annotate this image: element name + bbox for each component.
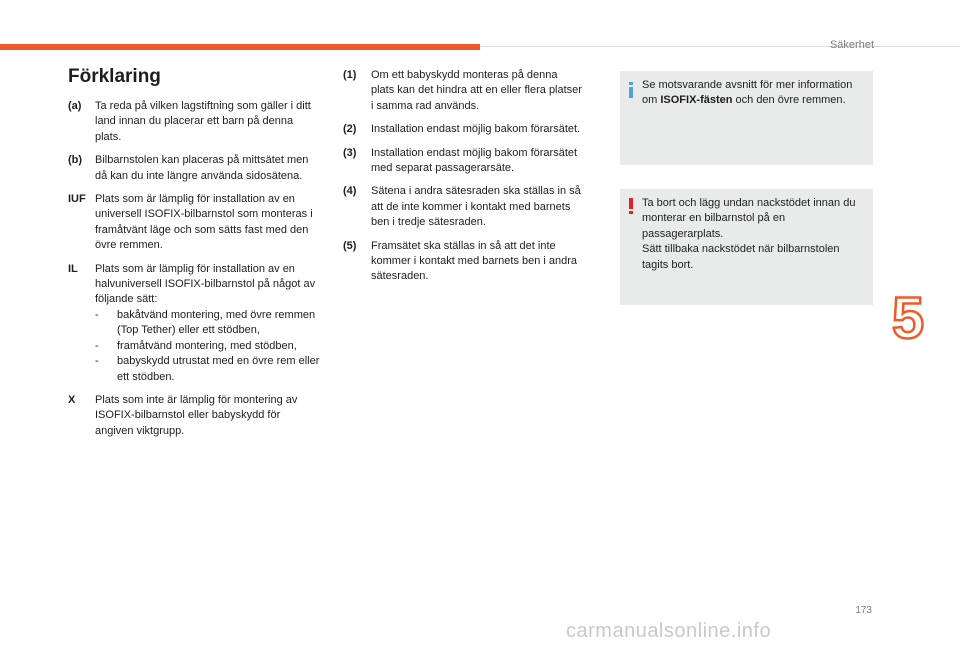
note-entry [343,184,583,230]
legend-entry [68,99,320,145]
legend-code: (a) [68,100,82,112]
warning-box [620,189,873,305]
info-icon [626,82,636,98]
bullet-text: bakåtvänd montering, med övre remmen (Top Tether) eller ett stödben, [117,308,316,337]
note-entry [343,122,583,137]
legend-entry [68,393,320,439]
note-entry [343,146,583,177]
info-box [620,71,873,165]
info-text-start: Se motsvarande avsnitt för mer information om [642,79,853,107]
note-code: (2) [343,123,357,136]
page-title: Förklaring [68,66,161,87]
note-code: (3) [343,146,357,159]
legend-code: IL [68,262,78,275]
legend-entry [68,192,320,254]
legend-text: Plats som är lämplig för installation av en halvuniversell ISOFIX-bilbarnstol på något av följande sätt: [95,262,316,306]
legend-entry [68,153,320,184]
note-entry [343,68,583,114]
info-text-end: och den övre remmen. [732,94,846,107]
note-text: Sätena i andra sätesraden ska ställas in så att de inte kommer i kontakt med barnets ben i tredje sätesraden. [371,185,581,229]
bullet-text: framåtvänd montering, med stödben, [117,339,297,352]
page-number: 173 [855,605,872,616]
legend-code: (b) [68,154,83,167]
note-text: Om ett babyskydd monteras på denna plats kan det hindra att en eller flera platser i samma rad används. [371,69,582,112]
note-text: Installation endast möjlig bakom förarsätet. [371,123,581,136]
exclamation-icon [626,198,636,214]
legend-entry [68,262,320,385]
info-text-bold: ISOFIX-fästen [660,94,733,107]
legend-text: Plats som är lämplig för installation av en universell ISOFIX-bilbarnstol som monteras i framåtvänt läge och som sätts fast med den övre remmen. [95,193,313,252]
legend-code: X [68,393,76,406]
bullet-item: - framåtvänd montering, med stödben, [95,339,320,354]
warning-line: Sätt tillbaka nackstödet när bilbarnstolen tagits bort. [642,243,840,271]
watermark: carmanualsonline.info [566,620,772,642]
header-rule [480,46,960,47]
note-text: Installation endast möjlig bakom förarsätet med separat passagerarsäte. [371,146,578,175]
notes-column [343,68,583,293]
note-text: Framsätet ska ställas in så att det inte kommer i kontakt med barnets ben i andra sätesraden. [371,239,578,283]
legend-text: Bilbarnstolen kan placeras på mittsätet men då kan du inte längre använda sidosätena. [95,154,309,182]
note-code: (5) [343,239,357,252]
chapter-number [880,280,936,358]
legend-text: Plats som inte är lämplig för montering av ISOFIX-bilbarnstol eller babyskydd för angiven viktgrupp. [95,393,298,437]
legend-body [95,262,320,385]
legend-column-left [68,99,320,447]
warning-line: Ta bort och lägg undan nackstödet innan du monterar en bilbarnstol på en passagerarplats. [642,197,856,240]
note-entry [343,239,583,285]
bullet-text: babyskydd utrustat med en övre rem eller ett stödben. [117,355,320,383]
header-accent-bar [0,44,480,50]
info-text [642,78,863,109]
legend-text: Ta reda på vilken lagstiftning som gäller i ditt land innan du placerar ett barn på denna plats. [95,100,311,143]
legend-code: IUF [68,193,86,206]
chapter-number-text: 5 [891,286,925,351]
bullet-list [95,308,320,385]
bullet-item: - babyskydd utrustat med en övre rem eller ett stödben. [95,354,320,385]
warning-text [642,196,863,273]
bullet-item: - bakåtvänd montering, med övre remmen (Top Tether) eller ett stödben, [95,308,320,339]
note-code: (4) [343,185,357,198]
note-code: (1) [343,69,357,81]
section-label: Säkerhet [829,39,874,51]
